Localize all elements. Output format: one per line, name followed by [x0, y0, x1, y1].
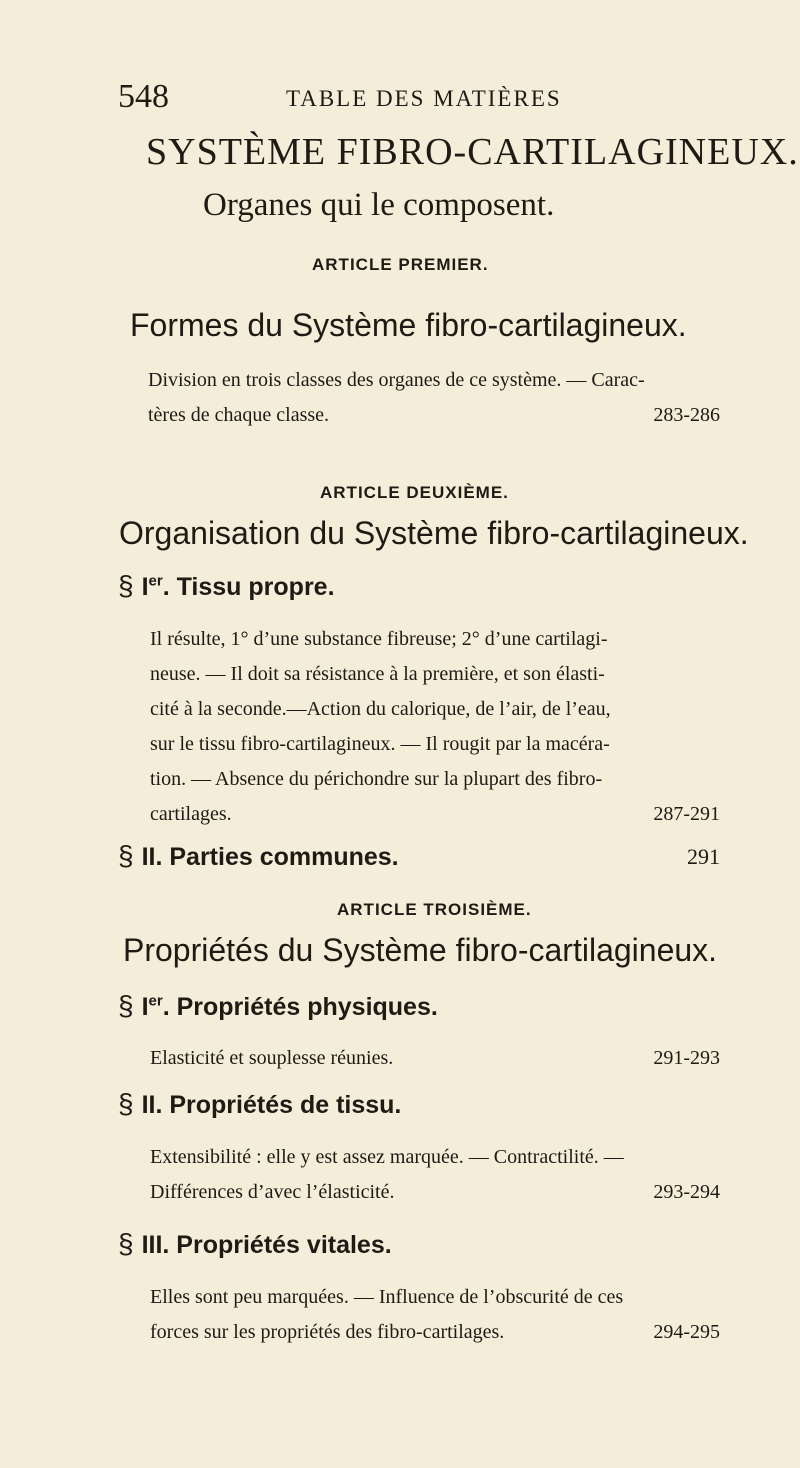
- article-3-label: ARTICLE TROISIÈME.: [337, 900, 532, 919]
- paragraph-2-heading: [118, 840, 720, 872]
- entry-text: Elasticité et souplesse réunies.: [150, 1047, 394, 1069]
- page-number: 548: [118, 78, 169, 115]
- page-ref: 294-295: [653, 1321, 720, 1343]
- entry-line: Extensibilité : elle y est assez marquée. — Contractilité. —: [150, 1146, 624, 1168]
- entry-line: [150, 1175, 720, 1210]
- running-title: TABLE DES MATIÈRES: [286, 86, 562, 111]
- paragraph-4-entry: [150, 1140, 720, 1210]
- section-sign: §: [118, 570, 134, 601]
- page-header: [118, 78, 718, 118]
- paragraph-number: I: [141, 993, 149, 1021]
- entry-line: [150, 1041, 720, 1076]
- article-1-heading: Formes du Système fibro-cartilagineux.: [130, 307, 687, 343]
- paragraph-3-heading: [118, 990, 438, 1022]
- page-ref: 293-294: [653, 1181, 720, 1203]
- section-sign: §: [118, 1088, 134, 1119]
- paragraph-title: . Propriétés physiques.: [162, 993, 438, 1021]
- paragraph-1-heading: [118, 570, 335, 602]
- entry-line: Division en trois classes des organes de ce système. — Carac-: [148, 369, 645, 391]
- section-sign: §: [118, 990, 134, 1021]
- paragraph-title: . Tissu propre.: [162, 573, 335, 601]
- paragraph-1-entry: [150, 622, 720, 832]
- article-2-label: ARTICLE DEUXIÈME.: [320, 483, 509, 502]
- entry-line: [150, 1315, 720, 1350]
- paragraph-title: II. Parties communes.: [141, 843, 399, 871]
- article-1-entry: [148, 363, 720, 433]
- paragraph-5-entry: [150, 1280, 720, 1350]
- entry-line: [148, 398, 720, 433]
- page-ref: 291-293: [653, 1047, 720, 1069]
- entry-line: cité à la seconde.—Action du calorique, de l’air, de l’eau,: [150, 698, 611, 720]
- paragraph-3-entry: [150, 1041, 720, 1076]
- article-2-heading: Organisation du Système fibro-cartilagineux.: [119, 515, 749, 551]
- paragraph-5-heading: [118, 1228, 392, 1260]
- subtitle: Organes qui le composent.: [203, 187, 555, 223]
- entry-line: sur le tissu fibro-cartilagineux. — Il rougit par la macéra-: [150, 733, 610, 755]
- article-1-label: ARTICLE PREMIER.: [312, 255, 489, 274]
- paragraph-number: I: [141, 573, 149, 601]
- paragraph-4-heading: [118, 1088, 401, 1120]
- paragraph-title: II. Propriétés de tissu.: [141, 1091, 402, 1119]
- section-sign: §: [118, 840, 134, 871]
- paragraph-number-sup: er: [148, 992, 163, 1010]
- entry-text: Différences d’avec l’élasticité.: [150, 1181, 395, 1203]
- article-3-heading: Propriétés du Système fibro-cartilagineux.: [123, 932, 718, 968]
- entry-line: neuse. — Il doit sa résistance à la première, et son élasti-: [150, 663, 605, 685]
- entry-line: Elles sont peu marquées. — Influence de l’obscurité de ces: [150, 1286, 624, 1308]
- section-sign: §: [118, 1228, 134, 1259]
- entry-line: Il résulte, 1° d’une substance fibreuse; 2° d’une cartilagi-: [150, 628, 608, 650]
- entry-text: tères de chaque classe.: [148, 404, 330, 426]
- paragraph-number-sup: er: [148, 572, 163, 590]
- entry-line: tion. — Absence du périchondre sur la plupart des fibro-: [150, 768, 603, 790]
- page-ref: 283-286: [653, 404, 720, 426]
- paragraph-title: III. Propriétés vitales.: [141, 1231, 392, 1259]
- page-ref: 291: [687, 844, 720, 869]
- entry-text: forces sur les propriétés des fibro-cartilages.: [150, 1321, 505, 1343]
- entry-text: cartilages.: [150, 803, 232, 825]
- entry-line: [150, 797, 720, 832]
- main-title: SYSTÈME FIBRO-CARTILAGINEUX.: [146, 131, 799, 173]
- page-ref: 287-291: [653, 803, 720, 825]
